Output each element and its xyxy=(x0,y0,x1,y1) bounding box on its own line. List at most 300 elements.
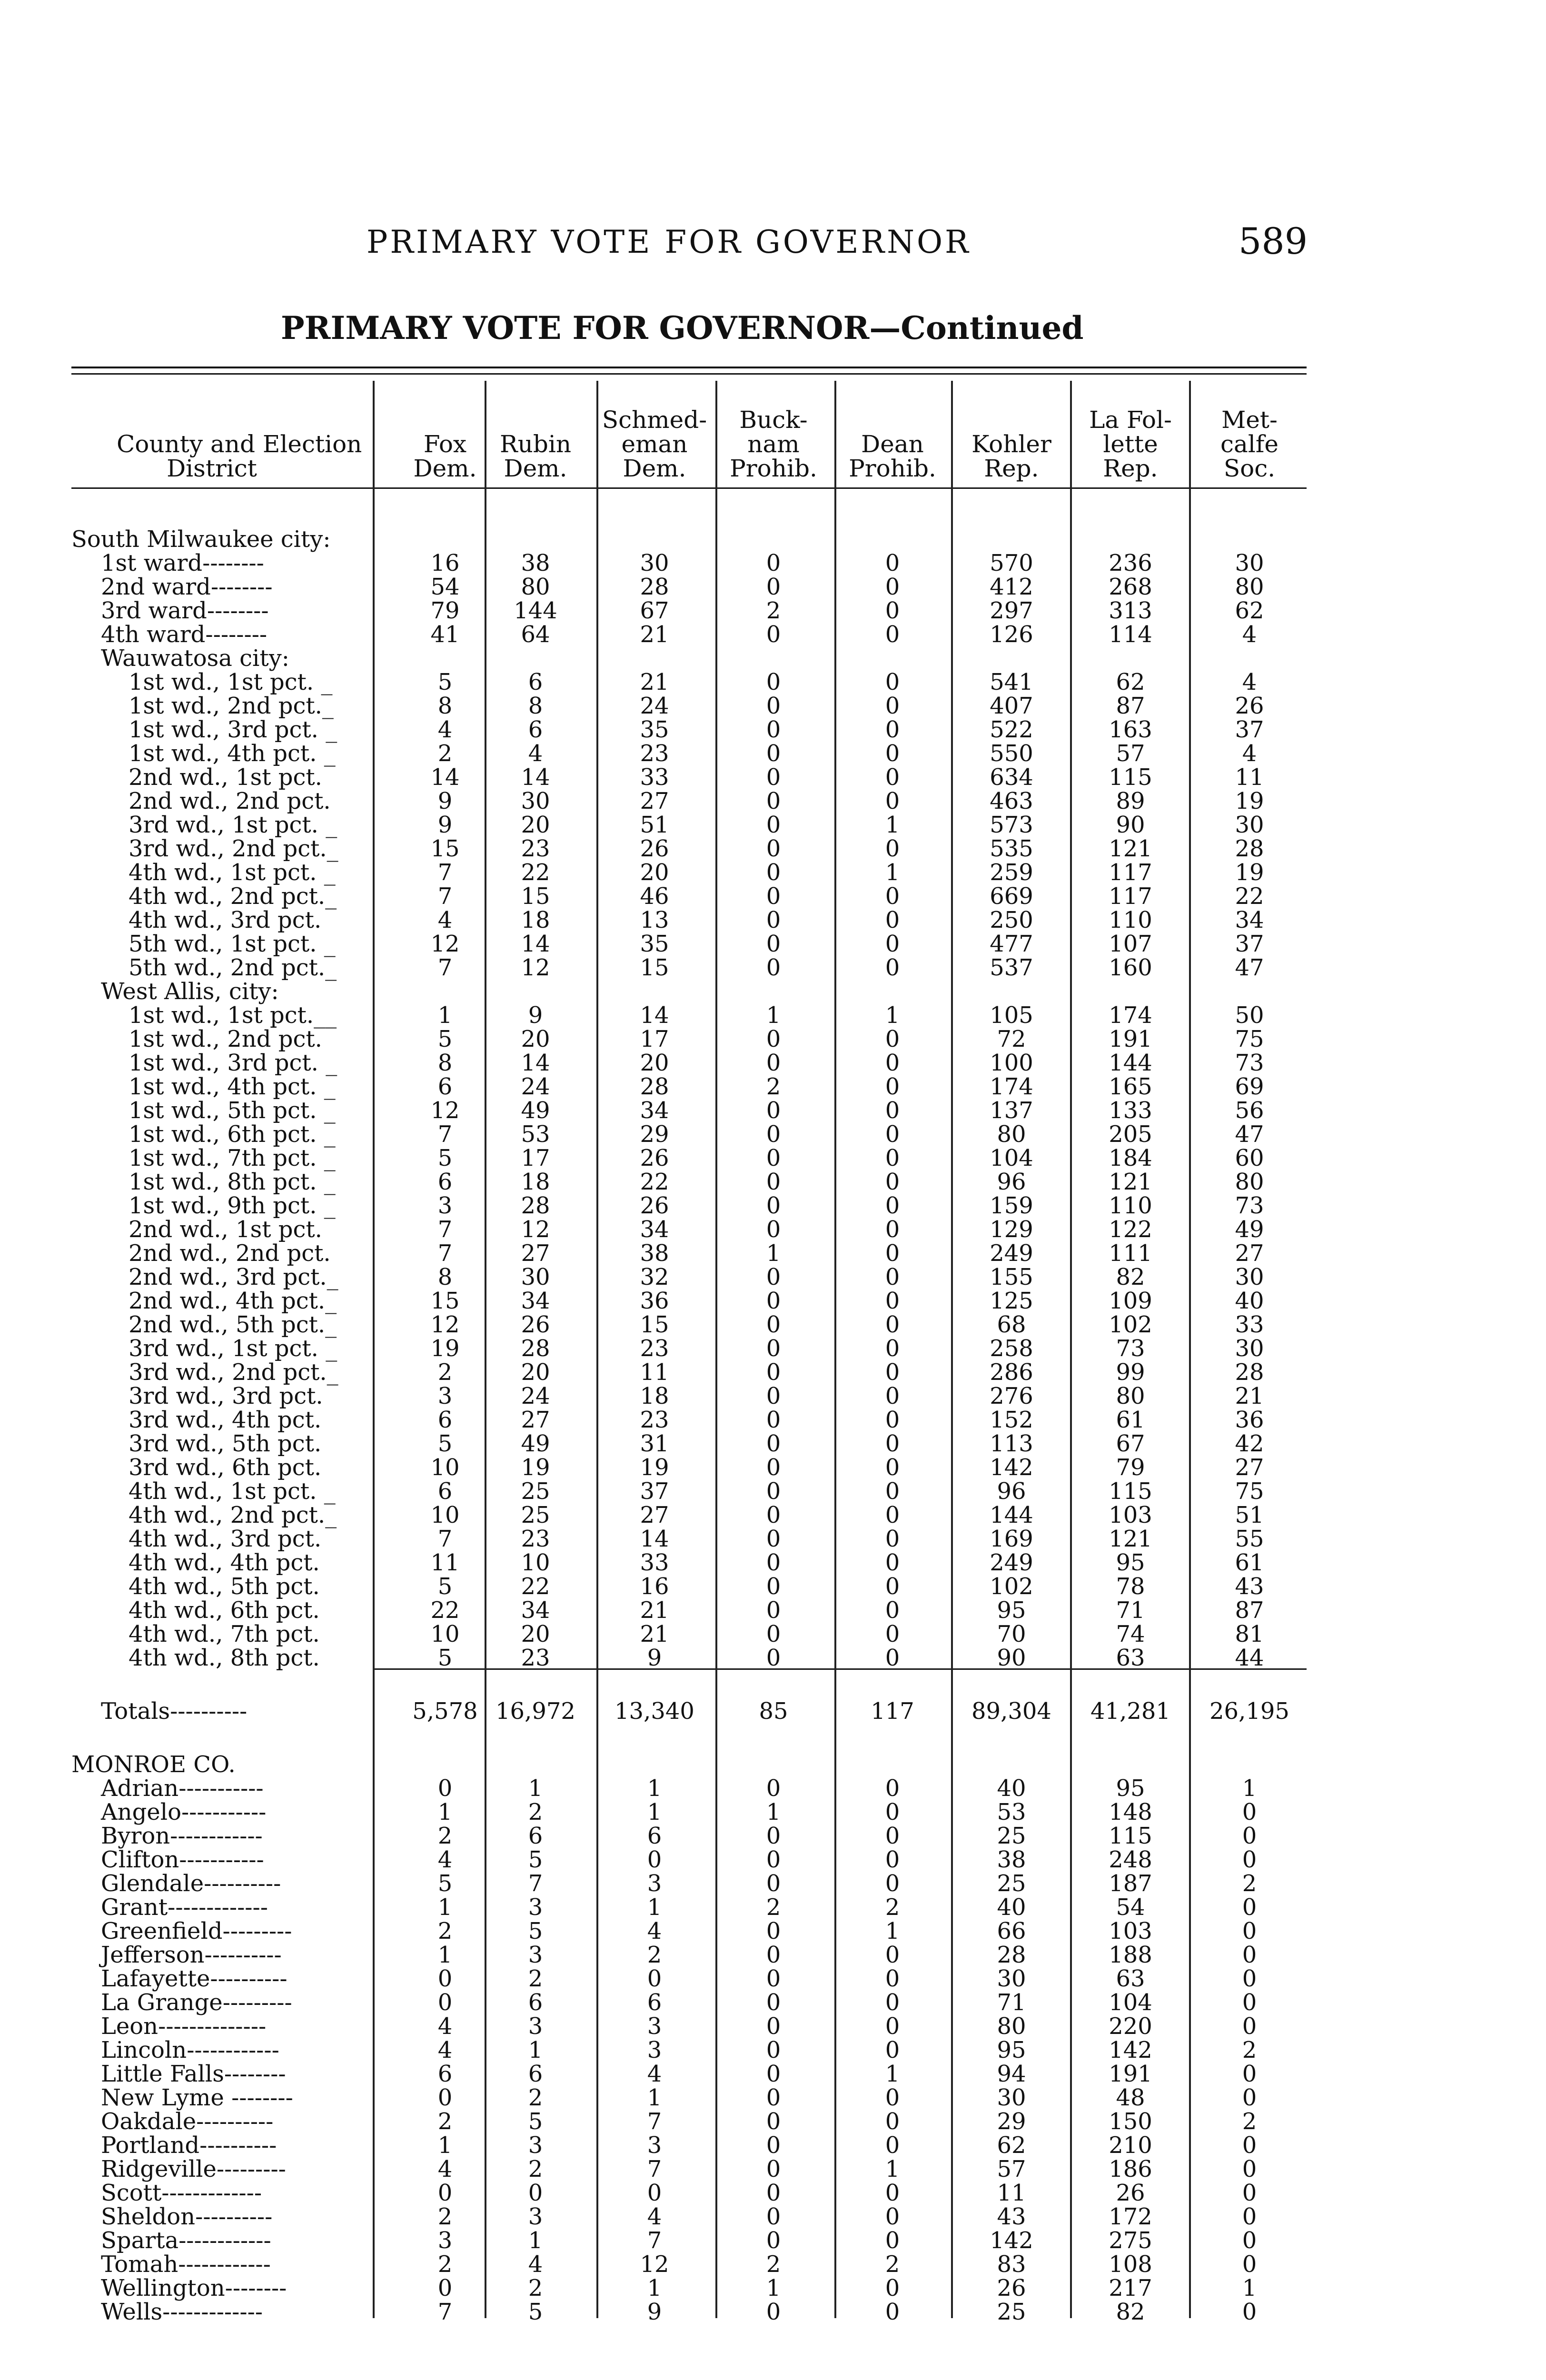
vote-cell: 23 xyxy=(640,1335,669,1362)
row-label: 1st wd., 7th pct. _ xyxy=(129,1145,336,1171)
vote-cell: 0 xyxy=(885,2275,900,2301)
vote-cell: 9 xyxy=(647,1645,662,1671)
vote-cell: 0 xyxy=(766,2156,781,2182)
vote-cell: 121 xyxy=(1109,1169,1152,1195)
vote-cell: 34 xyxy=(521,1288,550,1314)
vote-cell: 1 xyxy=(437,1894,453,1921)
table-row xyxy=(71,1646,1309,1670)
vote-cell: 187 xyxy=(1109,1870,1152,1897)
vote-cell: 21 xyxy=(640,1621,669,1647)
vote-cell: 20 xyxy=(521,1359,550,1386)
vote-cell: 0 xyxy=(647,2180,662,2206)
vote-cell: 28 xyxy=(640,1073,669,1100)
vote-cell: 30 xyxy=(521,788,550,814)
vote-cell: 0 xyxy=(766,2061,781,2087)
vote-cell: 4 xyxy=(528,2251,543,2278)
vote-cell: 12 xyxy=(640,2251,669,2278)
vote-cell: 6 xyxy=(647,1989,662,2016)
vote-cell: 1 xyxy=(885,859,900,886)
vote-cell: 12 xyxy=(430,1311,460,1338)
vote-cell: 89 xyxy=(1116,788,1145,814)
vote-cell: 0 xyxy=(885,621,900,648)
row-label: Portland---------- xyxy=(101,2132,277,2159)
vote-cell: 205 xyxy=(1109,1121,1152,1148)
vote-cell: 0 xyxy=(885,2180,900,2206)
vote-cell: 32 xyxy=(640,1264,669,1290)
vote-cell: 104 xyxy=(990,1145,1033,1171)
vote-cell: 9 xyxy=(437,812,453,838)
row-label: Sparta------------ xyxy=(101,2227,271,2254)
row-label: Ridgeville--------- xyxy=(101,2156,286,2182)
vote-cell: 0 xyxy=(766,1989,781,2016)
row-label: 3rd wd., 6th pct. xyxy=(129,1454,322,1481)
vote-cell: 174 xyxy=(1109,1002,1152,1029)
table-row xyxy=(71,575,1309,599)
vote-cell: 0 xyxy=(766,693,781,719)
vote-cell: 0 xyxy=(766,1335,781,1362)
table-row xyxy=(71,2252,1309,2276)
vote-cell: 2 xyxy=(1242,2108,1257,2135)
vote-cell: 47 xyxy=(1235,1121,1264,1148)
vote-cell: 122 xyxy=(1109,1216,1152,1243)
vote-cell: 142 xyxy=(990,1454,1033,1481)
vote-cell: 50 xyxy=(1235,1002,1264,1029)
vote-cell: 0 xyxy=(766,1264,781,1290)
vote-cell: 5 xyxy=(437,1870,453,1897)
vote-cell: 0 xyxy=(437,1775,453,1802)
vote-cell: 16,972 xyxy=(496,1698,575,1725)
table-row xyxy=(71,1241,1309,1265)
vote-cell: 0 xyxy=(1242,1823,1257,1849)
table-row xyxy=(71,1337,1309,1360)
vote-cell: 99 xyxy=(1116,1359,1145,1386)
vote-cell: 12 xyxy=(430,931,460,957)
table-row xyxy=(71,1848,1309,1872)
vote-cell: 541 xyxy=(990,669,1033,695)
vote-cell: 10 xyxy=(521,1549,550,1576)
vote-cell: 0 xyxy=(885,1526,900,1552)
vote-cell: 1 xyxy=(437,1799,453,1825)
vote-cell: 61 xyxy=(1235,1549,1264,1576)
header-line: Prohib. xyxy=(730,455,817,482)
vote-cell: 11 xyxy=(640,1359,669,1386)
row-label: 1st wd., 3rd pct. _ xyxy=(129,1050,337,1076)
vote-cell: 0 xyxy=(766,716,781,743)
header-line: District xyxy=(167,455,257,482)
vote-cell: 0 xyxy=(766,788,781,814)
table-row xyxy=(71,813,1309,837)
vote-cell: 1 xyxy=(528,1775,543,1802)
vote-cell: 0 xyxy=(885,669,900,695)
vote-cell: 150 xyxy=(1109,2108,1152,2135)
vote-cell: 13 xyxy=(640,907,669,933)
vote-cell: 0 xyxy=(766,1775,781,1802)
header-line: Dem. xyxy=(413,455,477,482)
vote-cell: 1 xyxy=(885,1918,900,1944)
vote-cell: 144 xyxy=(1109,1050,1152,1076)
vote-cell: 25 xyxy=(997,1870,1026,1897)
vote-cell: 12 xyxy=(430,1097,460,1124)
vote-cell: 275 xyxy=(1109,2227,1152,2254)
vote-cell: 78 xyxy=(1116,1573,1145,1600)
vote-cell: 9 xyxy=(647,2299,662,2325)
vote-cell: 0 xyxy=(766,1621,781,1647)
row-label: Oakdale---------- xyxy=(101,2108,274,2135)
vote-cell: 0 xyxy=(766,1216,781,1243)
vote-cell: 7 xyxy=(437,859,453,886)
vote-cell: 46 xyxy=(640,883,669,910)
row-label: 3rd ward-------- xyxy=(101,597,269,624)
vote-cell: 165 xyxy=(1109,1073,1152,1100)
vote-cell: 125 xyxy=(990,1288,1033,1314)
table-row xyxy=(71,1170,1309,1194)
vote-cell: 570 xyxy=(990,550,1033,576)
vote-cell: 174 xyxy=(990,1073,1033,1100)
vote-cell: 186 xyxy=(1109,2156,1152,2182)
vote-cell: 111 xyxy=(1109,1240,1152,1267)
vote-cell: 33 xyxy=(640,764,669,791)
vote-cell: 1 xyxy=(647,2275,662,2301)
vote-cell: 0 xyxy=(766,1823,781,1849)
row-label: 1st wd., 5th pct. _ xyxy=(129,1097,336,1124)
vote-cell: 41 xyxy=(430,621,460,648)
table-row xyxy=(71,1527,1309,1551)
vote-cell: 0 xyxy=(437,2084,453,2111)
vote-cell: 19 xyxy=(521,1454,550,1481)
vote-cell: 22 xyxy=(521,1573,550,1600)
vote-cell: 35 xyxy=(640,931,669,957)
vote-cell: 80 xyxy=(521,574,550,600)
vote-cell: 14 xyxy=(430,764,460,791)
vote-cell: 66 xyxy=(997,1918,1026,1944)
vote-cell: 0 xyxy=(885,954,900,981)
row-label: 1st wd., 4th pct. _ xyxy=(129,1073,336,1100)
vote-cell: 1 xyxy=(437,1002,453,1029)
table-top-rule xyxy=(71,367,1307,368)
row-label: 2nd wd., 5th pct._ xyxy=(129,1311,337,1338)
row-label: Glendale---------- xyxy=(101,1870,281,1897)
vote-cell: 0 xyxy=(885,1502,900,1528)
vote-cell: 68 xyxy=(997,1311,1026,1338)
row-label: Byron------------ xyxy=(101,1823,263,1849)
vote-cell: 0 xyxy=(647,1965,662,1992)
vote-cell: 81 xyxy=(1235,1621,1264,1647)
vote-cell: 133 xyxy=(1109,1097,1152,1124)
vote-cell: 19 xyxy=(430,1335,460,1362)
vote-cell: 248 xyxy=(1109,1846,1152,1873)
vote-cell: 669 xyxy=(990,883,1033,910)
vote-cell: 0 xyxy=(1242,2299,1257,2325)
vote-cell: 73 xyxy=(1235,1192,1264,1219)
vote-cell: 25 xyxy=(521,1478,550,1505)
vote-cell: 0 xyxy=(885,1383,900,1409)
vote-cell: 28 xyxy=(1235,1359,1264,1386)
vote-cell: 28 xyxy=(997,1942,1026,1968)
vote-cell: 4 xyxy=(437,1846,453,1873)
vote-cell: 4 xyxy=(437,2037,453,2063)
vote-cell: 0 xyxy=(885,1311,900,1338)
vote-cell: 73 xyxy=(1235,1050,1264,1076)
vote-cell: 2 xyxy=(885,2251,900,2278)
table-row xyxy=(71,1265,1309,1289)
table-row xyxy=(71,527,1309,551)
table-row xyxy=(71,1991,1309,2014)
row-label: 4th wd., 2nd pct._ xyxy=(129,1502,337,1528)
vote-cell: 0 xyxy=(766,1526,781,1552)
vote-cell: 137 xyxy=(990,1097,1033,1124)
table-row xyxy=(71,1456,1309,1479)
vote-cell: 38 xyxy=(997,1846,1026,1873)
vote-cell: 6 xyxy=(437,1169,453,1195)
vote-cell: 4 xyxy=(437,2013,453,2040)
vote-cell: 7 xyxy=(437,1526,453,1552)
vote-cell: 1 xyxy=(766,2275,781,2301)
vote-cell: 259 xyxy=(990,859,1033,886)
header-line: Kohler xyxy=(971,430,1051,458)
vote-cell: 522 xyxy=(990,716,1033,743)
vote-cell: 0 xyxy=(885,2084,900,2111)
table-row xyxy=(71,1122,1309,1146)
vote-cell: 40 xyxy=(997,1775,1026,1802)
vote-cell: 0 xyxy=(885,788,900,814)
vote-cell: 152 xyxy=(990,1407,1033,1433)
vote-cell: 0 xyxy=(885,835,900,862)
vote-cell: 0 xyxy=(885,1870,900,1897)
vote-cell: 3 xyxy=(437,1383,453,1409)
row-label: 1st wd., 3rd pct. _ xyxy=(129,716,337,743)
vote-cell: 188 xyxy=(1109,1942,1152,1968)
vote-cell: 407 xyxy=(990,693,1033,719)
vote-cell: 0 xyxy=(885,1573,900,1600)
vote-cell: 8 xyxy=(437,1050,453,1076)
vote-cell: 2 xyxy=(437,1918,453,1944)
row-label: 3rd wd., 2nd pct._ xyxy=(129,835,338,862)
vote-cell: 18 xyxy=(521,1169,550,1195)
vote-cell: 0 xyxy=(1242,1965,1257,1992)
vote-cell: 0 xyxy=(766,1573,781,1600)
table-row xyxy=(71,1622,1309,1646)
table-row xyxy=(71,1479,1309,1503)
row-label: 5th wd., 1st pct. _ xyxy=(129,931,336,957)
vote-cell: 31 xyxy=(640,1430,669,1457)
table-row xyxy=(71,1146,1309,1170)
vote-cell: 42 xyxy=(1235,1430,1264,1457)
table-row xyxy=(71,2276,1309,2300)
vote-cell: 82 xyxy=(1116,1264,1145,1290)
vote-cell: 5 xyxy=(528,2299,543,2325)
header-line: Rep. xyxy=(1103,455,1158,482)
vote-cell: 5 xyxy=(528,1846,543,1873)
vote-cell: 4 xyxy=(1242,669,1257,695)
vote-cell: 0 xyxy=(766,835,781,862)
vote-cell: 57 xyxy=(1116,740,1145,767)
vote-cell: 34 xyxy=(1235,907,1264,933)
vote-cell: 4 xyxy=(647,2061,662,2087)
table-row xyxy=(71,2133,1309,2157)
table-row xyxy=(71,670,1309,694)
vote-cell: 6 xyxy=(528,1823,543,1849)
row-label: 4th wd., 1st pct. _ xyxy=(129,1478,336,1505)
vote-cell: 17 xyxy=(521,1145,550,1171)
vote-cell: 30 xyxy=(1235,1335,1264,1362)
vote-cell: 79 xyxy=(1116,1454,1145,1481)
header-candidate xyxy=(1154,408,1345,481)
table-row xyxy=(71,1776,1309,1800)
vote-cell: 34 xyxy=(640,1216,669,1243)
vote-cell: 79 xyxy=(430,597,460,624)
vote-cell: 0 xyxy=(885,1407,900,1433)
vote-cell: 163 xyxy=(1109,716,1152,743)
vote-cell: 3 xyxy=(647,2132,662,2159)
vote-cell: 0 xyxy=(885,693,900,719)
vote-cell: 3 xyxy=(528,1894,543,1921)
vote-cell: 62 xyxy=(1235,597,1264,624)
vote-cell: 24 xyxy=(521,1383,550,1409)
row-label: 4th wd., 7th pct. xyxy=(129,1621,320,1647)
vote-cell: 80 xyxy=(1235,1169,1264,1195)
vote-cell: 27 xyxy=(521,1240,550,1267)
vote-cell: 0 xyxy=(1242,1799,1257,1825)
vote-cell: 1 xyxy=(528,2227,543,2254)
table-row xyxy=(71,980,1309,1003)
vote-cell: 69 xyxy=(1235,1073,1264,1100)
vote-cell: 0 xyxy=(885,1549,900,1576)
vote-cell: 117 xyxy=(1109,883,1152,910)
table-row xyxy=(71,861,1309,884)
vote-cell: 258 xyxy=(990,1335,1033,1362)
vote-cell: 29 xyxy=(640,1121,669,1148)
vote-cell: 0 xyxy=(766,1383,781,1409)
vote-cell: 40 xyxy=(997,1894,1026,1921)
header-line: lette xyxy=(1103,430,1158,458)
row-label: Jefferson---------- xyxy=(101,1942,282,1968)
vote-cell: 535 xyxy=(990,835,1033,862)
row-label: 5th wd., 2nd pct._ xyxy=(129,954,337,981)
header-line: Dean xyxy=(861,430,924,458)
vote-cell: 148 xyxy=(1109,1799,1152,1825)
table-row xyxy=(71,1099,1309,1122)
vote-cell: 0 xyxy=(885,1121,900,1148)
vote-cell: 102 xyxy=(990,1573,1033,1600)
vote-cell: 4 xyxy=(528,740,543,767)
vote-cell: 25 xyxy=(997,1823,1026,1849)
vote-cell: 3 xyxy=(647,2037,662,2063)
vote-cell: 144 xyxy=(990,1502,1033,1528)
vote-cell: 7 xyxy=(437,1216,453,1243)
vote-cell: 30 xyxy=(1235,812,1264,838)
vote-cell: 53 xyxy=(997,1799,1026,1825)
vote-cell: 95 xyxy=(997,2037,1026,2063)
table-body xyxy=(71,527,1309,2324)
vote-cell: 72 xyxy=(997,1026,1026,1052)
vote-cell: 0 xyxy=(885,2108,900,2135)
vote-cell: 0 xyxy=(766,621,781,648)
vote-cell: 62 xyxy=(997,2132,1026,2159)
vote-cell: 38 xyxy=(640,1240,669,1267)
row-label: 4th wd., 2nd pct._ xyxy=(129,883,337,910)
vote-cell: 217 xyxy=(1109,2275,1152,2301)
vote-cell: 0 xyxy=(1242,2132,1257,2159)
vote-cell: 4 xyxy=(437,907,453,933)
vote-cell: 12 xyxy=(521,954,550,981)
vote-cell: 14 xyxy=(640,1526,669,1552)
vote-cell: 35 xyxy=(640,716,669,743)
vote-cell: 2 xyxy=(437,740,453,767)
vote-cell: 80 xyxy=(997,1121,1026,1148)
vote-cell: 90 xyxy=(997,1645,1026,1671)
vote-cell: 0 xyxy=(1242,1894,1257,1921)
vote-cell: 33 xyxy=(1235,1311,1264,1338)
vote-cell: 43 xyxy=(1235,1573,1264,1600)
vote-cell: 0 xyxy=(437,2275,453,2301)
row-label: Leon-------------- xyxy=(101,2013,267,2040)
table-row xyxy=(71,718,1309,742)
row-label: Tomah------------ xyxy=(101,2251,271,2278)
vote-cell: 82 xyxy=(1116,2299,1145,2325)
vote-cell: 0 xyxy=(647,1846,662,1873)
vote-cell: 62 xyxy=(1116,669,1145,695)
vote-cell: 26 xyxy=(640,1192,669,1219)
table-row xyxy=(71,1598,1309,1622)
table-row xyxy=(71,1551,1309,1575)
vote-cell: 26,195 xyxy=(1209,1698,1289,1725)
vote-cell: 4 xyxy=(437,2156,453,2182)
table-row xyxy=(71,884,1309,908)
row-label: 4th wd., 3rd pct. xyxy=(129,1526,322,1552)
vote-cell: 0 xyxy=(766,1478,781,1505)
vote-cell: 17 xyxy=(640,1026,669,1052)
vote-cell: 0 xyxy=(1242,2061,1257,2087)
vote-cell: 64 xyxy=(521,621,550,648)
vote-cell: 11 xyxy=(1235,764,1264,791)
vote-cell: 1 xyxy=(647,1799,662,1825)
vote-cell: 25 xyxy=(997,2299,1026,2325)
vote-cell: 28 xyxy=(1235,835,1264,862)
vote-cell: 6 xyxy=(528,669,543,695)
table-row xyxy=(71,2205,1309,2229)
vote-cell: 0 xyxy=(885,764,900,791)
vote-cell: 169 xyxy=(990,1526,1033,1552)
vote-cell: 48 xyxy=(1116,2084,1145,2111)
vote-cell: 67 xyxy=(1116,1430,1145,1457)
vote-cell: 0 xyxy=(885,1097,900,1124)
vote-cell: 113 xyxy=(990,1430,1033,1457)
vote-cell: 412 xyxy=(990,574,1033,600)
vote-cell: 40 xyxy=(1235,1288,1264,1314)
vote-cell: 0 xyxy=(766,1430,781,1457)
vote-cell: 90 xyxy=(1116,812,1145,838)
vote-cell: 1 xyxy=(766,1240,781,1267)
vote-cell: 0 xyxy=(766,2227,781,2254)
vote-cell: 21 xyxy=(640,669,669,695)
row-label: Wauwatosa city: xyxy=(101,645,289,672)
vote-cell: 8 xyxy=(528,693,543,719)
vote-cell: 23 xyxy=(521,1645,550,1671)
vote-cell: 0 xyxy=(885,1823,900,1849)
row-label: Wells------------- xyxy=(101,2299,263,2325)
vote-cell: 0 xyxy=(885,1169,900,1195)
vote-cell: 1 xyxy=(1242,2275,1257,2301)
table-row xyxy=(71,2110,1309,2133)
vote-cell: 4 xyxy=(437,716,453,743)
vote-cell: 3 xyxy=(647,2013,662,2040)
vote-cell: 49 xyxy=(521,1097,550,1124)
vote-cell: 2 xyxy=(1242,1870,1257,1897)
vote-cell: 73 xyxy=(1116,1335,1145,1362)
row-label: 1st wd., 8th pct. _ xyxy=(129,1169,336,1195)
vote-cell: 0 xyxy=(766,2203,781,2230)
vote-cell: 0 xyxy=(885,2132,900,2159)
